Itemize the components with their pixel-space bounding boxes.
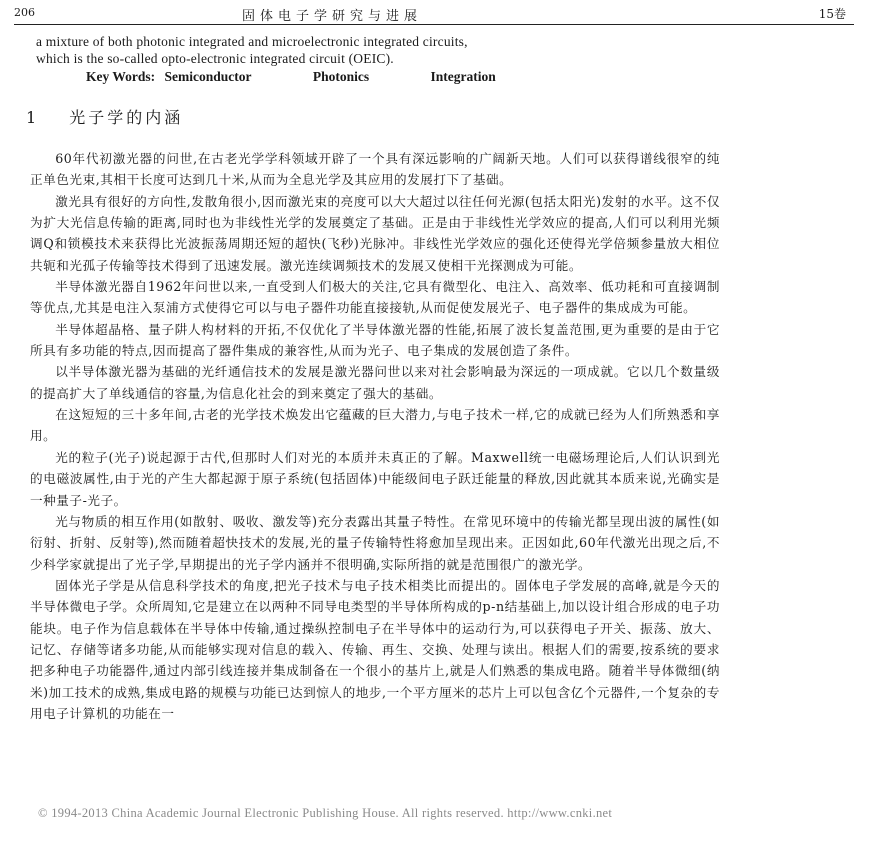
- paragraph: 固体光子学是从信息科学技术的角度,把光子技术与电子技术相类比而提出的。固体电子学发展的高峰,就是今天的半导体微电子学。众所周知,它是建立在以两种不同导电类型的半导体所构成的p-n结基础上,加以设计组合形成的电子功能块。电子作为信息载体在半导体中传输,通过操纵控制电子在半导体中的运动行为,可以获得电子开关、振荡、放大、记忆、存储等诸多功能,从而能够实现对信息的载入、传输、再生、交换、处理与读出。根据人们的需要,按系统的要求把多种电子功能器件,通过内部引线连接并集成制备在一个很小的基片上,就是人们熟悉的集成电路。随着半导体微细(纳米)加工技术的成熟,集成电路的规模与功能已达到惊人的地步,一个平方厘米的芯片上可以包含亿个元器件,一个复杂的专用电子计算机的功能在一: [30, 577, 720, 721]
- page-number: 206: [14, 6, 35, 19]
- abstract-line-2: which is the so-called opto-electronic integrated circuit (OEIC).: [36, 51, 394, 66]
- body-text: [30, 148, 720, 724]
- copyright-footer: © 1994-2013 China Academic Journal Electronic Publishing House. All rights reserved. http://www.cnki.net: [38, 806, 613, 820]
- keywords-line: [86, 69, 554, 85]
- paragraph: 光的粒子(光子)说起源于古代,但那时人们对光的本质并未真正的了解。Maxwell统一电磁场理论后,人们认识到光的电磁波属性,由于光的产生大都起源于原子系统(包括固体)中能级间电子跃迁能量的释放,因此就其本质来说,光确实是一种量子-光子。: [30, 449, 720, 508]
- abstract-line-1: a mixture of both photonic integrated and microelectronic integrated circuits,: [36, 34, 468, 49]
- paragraph: 激光具有很好的方向性,发散角很小,因而激光束的亮度可以大大超过以往任何光源(包括太阳光)发射的水平。这不仅为扩大光信息传输的距离,同时也为非线性光学的发展奠定了基础。正是由于非线性光学效应的提高,人们可以利用光频调Q和锁模技术来获得比光波振荡周期还短的超快(飞秒)光脉冲。非线性光学效应的强化还使得光学倍频参量放大相位共轭和光孤子传输等技术得到了迅速发展。激光连续调频技术的发展又使相干光探测成为可能。: [30, 193, 720, 273]
- keyword-integration: Integration: [430, 69, 496, 84]
- keyword-photonics: Photonics: [312, 69, 370, 84]
- keyword-semiconductor: Semiconductor: [164, 69, 252, 84]
- paragraph: 半导体激光器自1962年问世以来,一直受到人们极大的关注,它具有微型化、电注入、高效率、低功耗和可直接调制等优点,尤其是电注入泵浦方式使得它可以与电子器件功能直接接轨,从而促使发展光子、电子器件的集成成为可能。: [30, 279, 720, 316]
- journal-title: 固体电子学研究与进展: [242, 9, 423, 24]
- paragraph: 光与物质的相互作用(如散射、吸收、激发等)充分表露出其量子特性。在常见环境中的传输光都呈现出波的属性(如衍射、折射、反射等),然而随着超快技术的发展,光的量子传输特性将愈加呈现出来。正因如此,60年代激光出现之后,不少科学家就提出了光子学,早期提出的光子学内涵并不很明确,实际所指的就是范围很广的激光学。: [30, 513, 720, 572]
- volume-label: 15卷: [818, 7, 846, 21]
- paragraph: 60年代初激光器的问世,在古老光学学科领域开辟了一个具有深远影响的广阔新天地。人们可以获得谱线很窄的纯正单色光束,其相干长度可达到几十米,从而为全息光学及其应用的发展打下了基础。: [30, 151, 720, 188]
- section-title: 光子学的内涵: [69, 108, 184, 127]
- keywords-label: Key Words:: [86, 69, 156, 84]
- paragraph: 以半导体激光器为基础的光纤通信技术的发展是激光器问世以来对社会影响最为深远的一项成就。它以几个数量级的提高扩大了单线通信的容量,为信息化社会的到来奠定了强大的基础。: [30, 364, 720, 401]
- section-heading: [26, 105, 183, 128]
- section-number: 1: [26, 108, 40, 127]
- paragraph: 半导体超晶格、量子阱人构材料的开拓,不仅优化了半导体激光器的性能,拓展了波长复盖范围,更为重要的是由于它所具有多功能的特点,因而提高了器件集成的兼容性,从而为光子、电子集成的发展创造了条件。: [30, 321, 720, 359]
- running-header: [14, 2, 854, 25]
- paragraph: 在这短短的三十多年间,古老的光学技术焕发出它蕴藏的巨大潜力,与电子技术一样,它的成就已经为人们所熟悉和享用。: [30, 407, 720, 444]
